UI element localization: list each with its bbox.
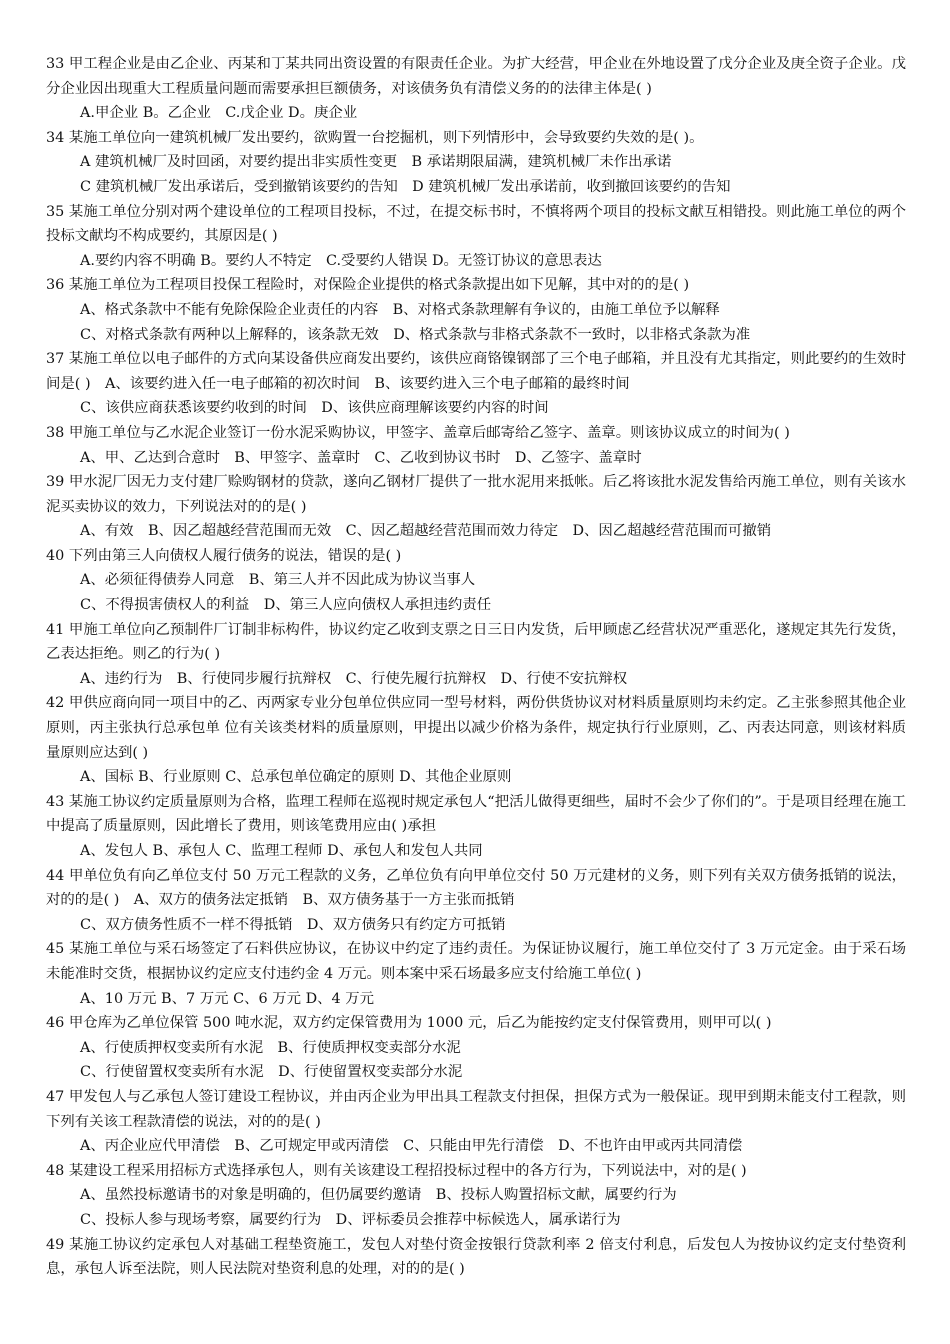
answer-options: C、对格式条款有两种以上解释的，该条款无效 D、格式条款与非格式条款不一致时，以非格式条款为准 <box>80 326 751 343</box>
answer-options: A、必须征得债券人同意 B、第三人并不因此成为协议当事人 <box>80 572 476 589</box>
answer-options: C、双方债务性质不一样不得抵销 D、双方债务只有约定方可抵销 <box>80 916 506 933</box>
question-text: 39 甲水泥厂因无力支付建厂赊购钢材的贷款，遂向乙钢材厂提供了一批水泥用来抵帐。后乙将该批水泥发售给丙施工单位，则有关该水泥买卖协议的效力，下列说法对的的是( ) <box>46 474 906 515</box>
answer-options: C、投标人参与现场考察，属要约行为 D、评标委员会推荐中标候选人，属承诺行为 <box>80 1211 621 1228</box>
answer-options: A、10 万元 B、7 万元 C、6 万元 D、4 万元 <box>80 990 375 1007</box>
question-text: 40 下列由第三人向债权人履行债务的说法，错误的是( ) <box>46 547 402 564</box>
question-text: 42 甲供应商向同一项目中的乙、丙两家专业分包单位供应同一型号材料，两份供货协议对材料质量原则均未约定。乙主张参照其他企业原则，丙主张执行总承包单 位有关该类材料的质量原则，甲提出以减少价格为条件，规定执行行业原则，乙、丙表达同意，则该材料质量原则应达到( ) <box>46 695 906 761</box>
question-text: 34 某施工单位向一建筑机械厂发出要约，欲购置一台挖掘机，则下列情形中，会导致要约失效的是( )。 <box>46 129 704 146</box>
question-text: 41 甲施工单位向乙预制件厂订制非标构件，协议约定乙收到支票之日三日内发货，后甲顾虑乙经营状况严重恶化，遂规定其先行发货，乙表达拒绝。则乙的行为( ) <box>46 621 906 663</box>
answer-options: C、不得损害债权人的利益 D、第三人应向债权人承担违约责任 <box>80 597 492 614</box>
answer-options: A、虽然投标邀请书的对象是明确的，但仍属要约邀请 B、投标人购置招标文献，属要约行为 <box>80 1187 677 1204</box>
answer-options: A、有效 B、因乙超越经营范围而无效 C、因乙超越经营范围而效力待定 D、因乙超越经营范围而可撤销 <box>80 523 772 540</box>
answer-options: C、该供应商获悉该要约收到的时间 D、该供应商理解该要约内容的时间 <box>80 400 549 417</box>
question-text: 43 某施工协议约定质量原则为合格，监理工程师在巡视时规定承包人“把活儿做得更细些，届时不会少了你们的”。于是项目经理在施工中提高了质量原则，因此增长了费用，则该笔费用应由( )承担 <box>46 793 906 835</box>
question-text: 44 甲单位负有向乙单位支付 50 万元工程款的义务，乙单位负有向甲单位交付 50 万元建材的义务，则下列有关双方债务抵销的说法，对的的是( ) A、双方的债务法定抵销 B、双方债务基于一方主张而抵销 <box>46 867 906 909</box>
answer-options: A、丙企业应代甲清偿 B、乙可规定甲或丙清偿 C、只能由甲先行清偿 D、不也许由甲或丙共同清偿 <box>80 1138 743 1155</box>
answer-options: C、行使留置权变卖所有水泥 D、行使留置权变卖部分水泥 <box>80 1064 463 1081</box>
question-text: 46 甲仓库为乙单位保管 500 吨水泥，双方约定保管费用为 1000 元，后乙为能按约定支付保管费用，则甲可以( ) <box>46 1015 772 1032</box>
answer-options: A.要约内容不明确 B。要约人不特定 C.受要约人错误 D。无签订协议的意思表达 <box>80 252 602 269</box>
question-text: 36 某施工单位为工程项目投保工程险时，对保险企业提供的格式条款提出如下见解，其中对的的是( ) <box>46 277 690 294</box>
question-text: 33 甲工程企业是由乙企业、丙某和丁某共同出资设置的有限责任企业。为扩大经营，甲企业在外地设置了戊分企业及庚全资子企业。戊分企业因出现重大工程质量问题而需要承担巨额债务，对该债务负有清偿义务的的法律主体是( ) <box>46 56 906 97</box>
answer-options: A、格式条款中不能有免除保险企业责任的内容 B、对格式条款理解有争议的，由施工单位予以解释 <box>80 301 720 318</box>
answer-options: A、发包人 B、承包人 C、监理工程师 D、承包人和发包人共同 <box>80 843 483 859</box>
question-text: 49 某施工协议约定承包人对基础工程垫资施工，发包人对垫付资金按银行贷款利率 2 倍支付利息，后发包人为按协议约定支付垫资利息，承包人诉至法院，则人民法院对垫资利息的处理，对的的是( ) <box>46 1236 906 1278</box>
question-text: 48 某建设工程采用招标方式选择承包人，则有关该建设工程招投标过程中的各方行为，下列说法中，对的是( ) <box>46 1162 747 1179</box>
question-text: 38 甲施工单位与乙水泥企业签订一份水泥采购协议，甲签字、盖章后邮寄给乙签字、盖章。则该协议成立的时间为( ) <box>46 424 790 441</box>
question-text: 37 某施工单位以电子邮件的方式向某设备供应商发出要约，该供应商铬镍钢部了三个电子邮箱，并且没有尤其指定，则此要约的生效时间是( ) A、该要约进入任一电子邮箱的初次时间 B、该要约进入三个电子邮箱的最终时间 <box>46 351 906 392</box>
answer-options: A 建筑机械厂及时回函，对要约提出非实质性变更 B 承诺期限届满，建筑机械厂未作出承诺 <box>80 154 672 171</box>
answer-options: A、国标 B、行业原则 C、总承包单位确定的原则 D、其他企业原则 <box>80 769 512 786</box>
answer-options: C 建筑机械厂发出承诺后，受到撤销该要约的告知 D 建筑机械厂发出承诺前，收到撤回该要约的告知 <box>80 178 731 195</box>
answer-options: A、甲、乙达到合意时 B、甲签字、盖章时 C、乙收到协议书时 D、乙签字、盖章时 <box>80 449 642 466</box>
question-text: 45 某施工单位与采石场签定了石料供应协议，在协议中约定了违约责任。为保证协议履行，施工单位交付了 3 万元定金。由于采石场未能准时交货，根据协议约定应支付违约金 4 万元。则本案中采石场最多应支付给施工单位( ) <box>46 941 906 982</box>
answer-options: A.甲企业 B。乙企业 C.戊企业 D。庚企业 <box>80 105 358 122</box>
answer-options: A、违约行为 B、行使同步履行抗辩权 C、行使先履行抗辩权 D、行使不安抗辩权 <box>80 670 628 687</box>
question-text: 35 某施工单位分别对两个建设单位的工程项目投标，不过，在提交标书时，不慎将两个项目的投标文献互相错投。则此施工单位的两个投标文献均不构成要约，其原因是( ) <box>46 203 906 245</box>
answer-options: A、行使质押权变卖所有水泥 B、行使质押权变卖部分水泥 <box>80 1039 461 1056</box>
question-text: 47 甲发包人与乙承包人签订建设工程协议，并由丙企业为甲出具工程款支付担保，担保方式为一般保证。现甲到期未能支付工程款，则下列有关该工程款清偿的说法，对的的是( ) <box>46 1088 906 1130</box>
